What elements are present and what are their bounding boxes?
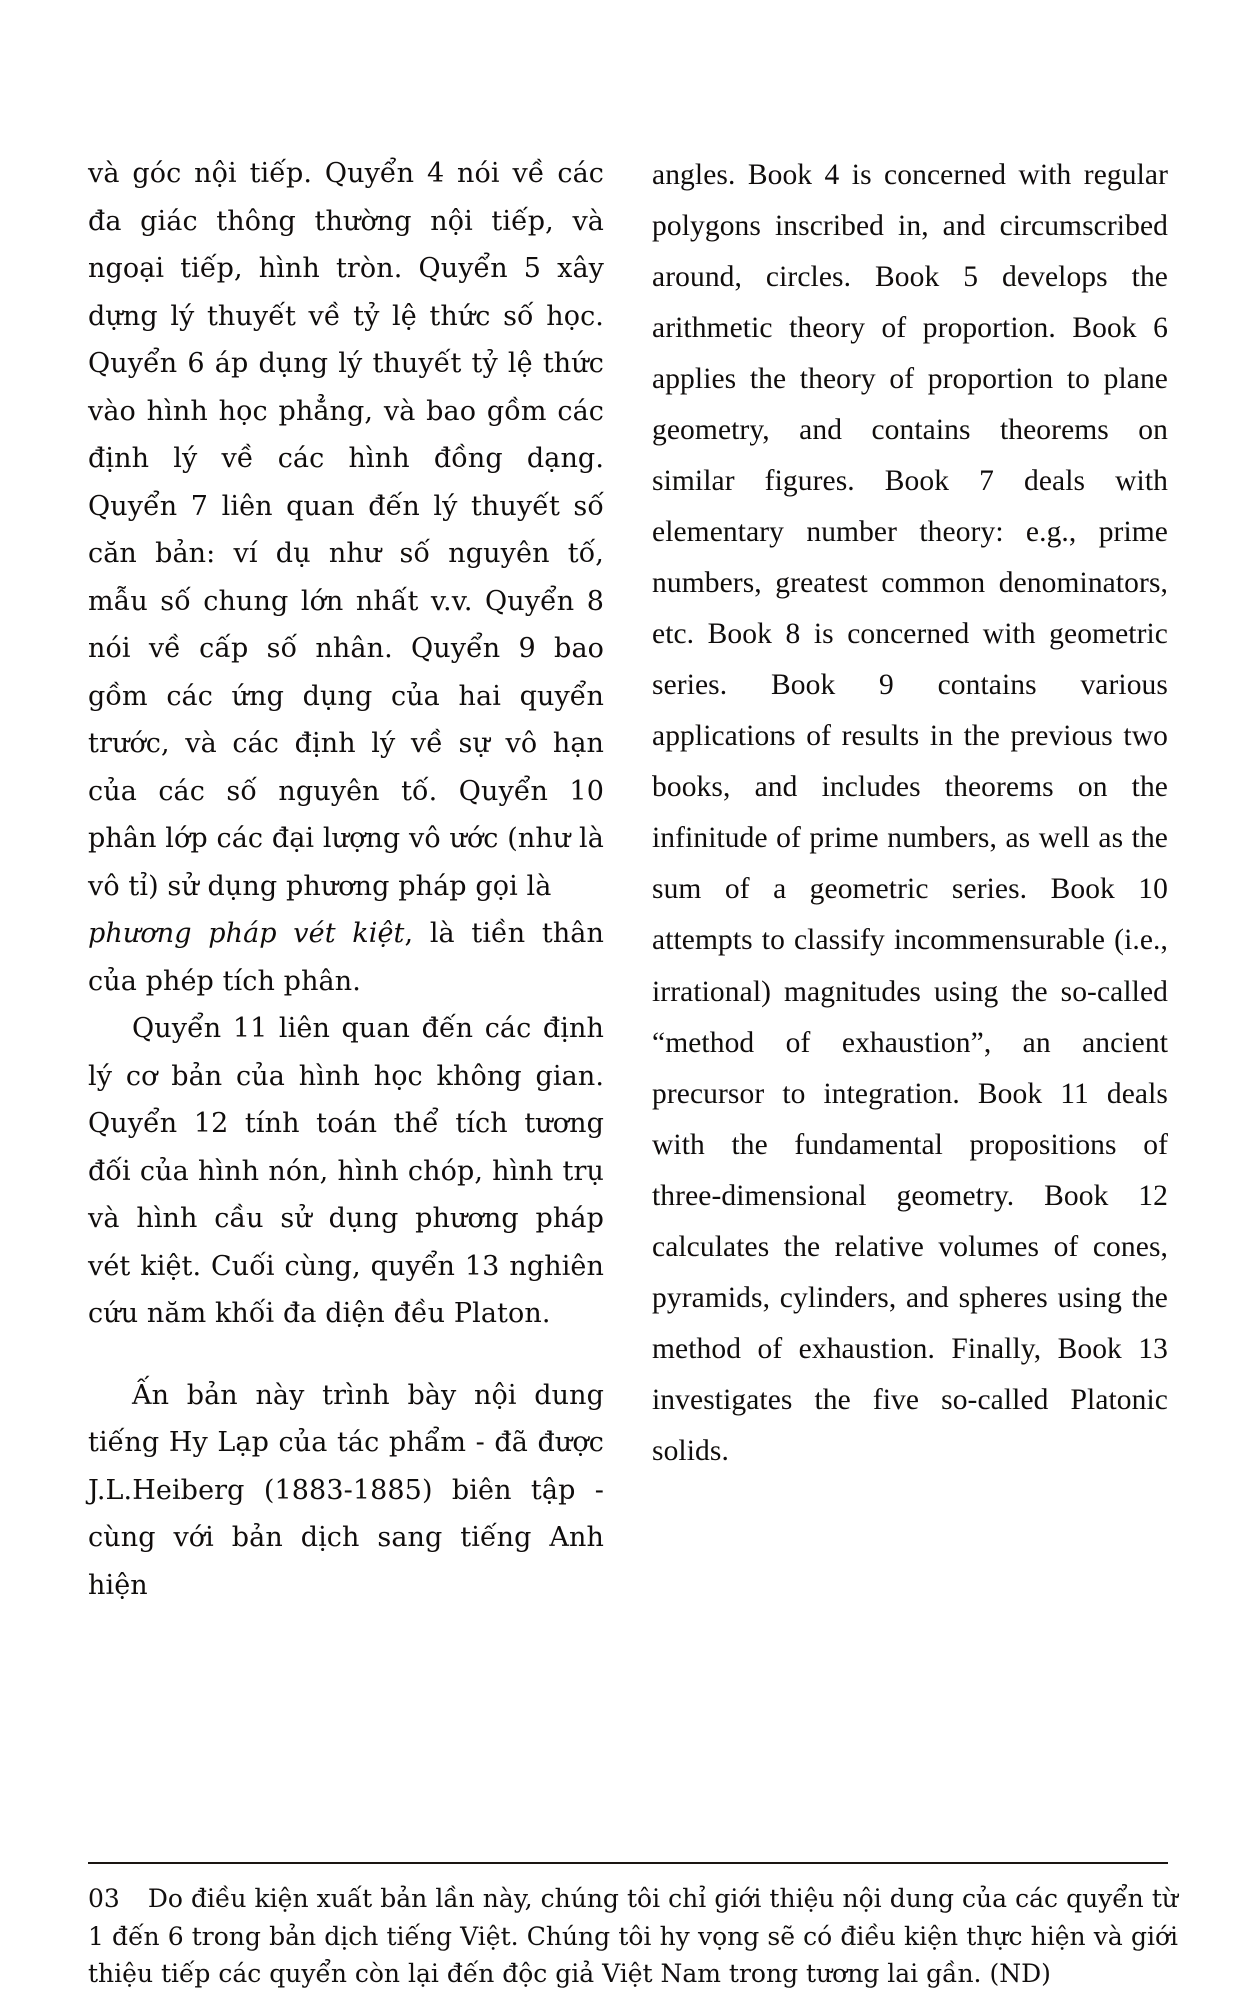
footnote-number: 03	[88, 1884, 120, 1913]
column-vietnamese	[88, 150, 604, 1609]
footnote	[88, 1880, 1178, 1993]
paragraph-vi-2	[88, 910, 604, 1005]
footnote-separator	[88, 1862, 1168, 1864]
paragraph-vi-3: Quyển 11 liên quan đến các định lý cơ bản của hình học không gian. Quyển 12 tính toán thể tích tương đối của hình nón, hình chóp, hình trụ và hình cầu sử dụng phương pháp vét kiệt. Cuối cùng, quyển 13 nghiên cứu năm khối đa diện đều Platon.	[88, 1013, 604, 1330]
two-column-body	[88, 150, 1168, 1609]
paragraph-en-1: angles. Book 4 is concerned with regular polygons inscribed in, and circumscribed around, circles. Book 5 develops the arithmetic theory of proportion. Book 6 applies the theory of proportion to plane geometry, and contains theorems on similar figures. Book 7 deals with elementary number theory: e.g., prime numbers, greatest common denominators, etc. Book 8 is concerned with geometric series. Book 9 contains various applications of results in the previous two books, and includes theorems on the infinitude of prime numbers, as well as the sum of a geometric series. Book 10 attempts to classify incommensurable (i.e., irrational) magnitudes using the so-called “method of exhaustion”, an ancient precursor to integration. Book 11 deals with the fundamental propositions of three-dimensional geometry. Book 12 calculates the relative volumes of cones, pyramids, cylinders, and spheres using the method of exhaustion. Finally, Book 13 investigates the five so-called Platonic solids.	[652, 159, 1168, 1467]
footnote-text: Do điều kiện xuất bản lần này, chúng tôi chỉ giới thiệu nội dung của các quyển từ 1 đến 6 trong bản dịch tiếng Việt. Chúng tôi hy vọng sẽ có điều kiện thực hiện và giới thiệu tiếp các quyển còn lại đến độc giả Việt Nam trong tương lai gần. (ND)	[88, 1884, 1178, 1988]
paragraph-vi-2-tail: , là tiền thân của phép tích phân.	[88, 918, 604, 997]
column-english	[652, 150, 1168, 1609]
paragraph-vi-1: và góc nội tiếp. Quyển 4 nói về các đa giác thông thường nội tiếp, và ngoại tiếp, hình tròn. Quyển 5 xây dựng lý thuyết về tỷ lệ thức số học. Quyển 6 áp dụng lý thuyết tỷ lệ thức vào hình học phẳng, và bao gồm các định lý về các hình đồng dạng. Quyển 7 liên quan đến lý thuyết số căn bản: ví dụ như số nguyên tố, mẫu số chung lớn nhất v.v. Quyển 8 nói về cấp số nhân. Quyển 9 bao gồm các ứng dụng của hai quyển trước, và các định lý về sự vô hạn của các số nguyên tố. Quyển 10 phân lớp các đại lượng vô ước (như là vô tỉ) sử dụng phương pháp gọi là	[88, 158, 604, 902]
italic-phrase: phương pháp vét kiệt	[88, 918, 405, 950]
paragraph-vi-4: Ấn bản này trình bày nội dung tiếng Hy Lạp của tác phẩm - đã được J.L.Heiberg (1883-1885) biên tập - cùng với bản dịch sang tiếng Anh hiện	[88, 1379, 604, 1601]
